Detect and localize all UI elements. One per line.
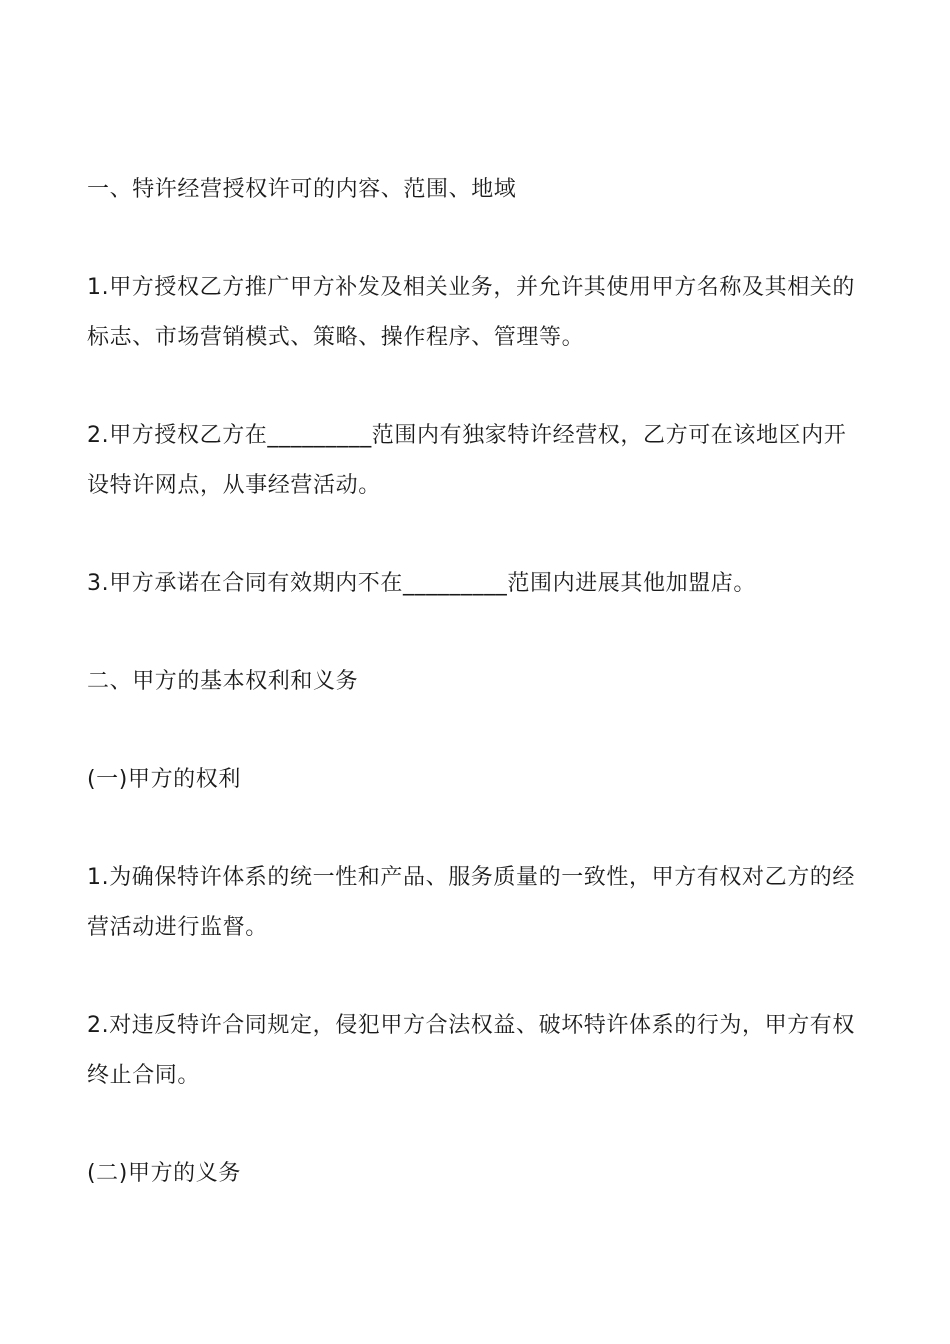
subsection-heading-rights: (一)甲方的权利 [87, 767, 241, 792]
clause-1-1: 1.甲方授权乙方推广甲方补发及相关业务，并允许其使用甲方名称及其相关的标志、市场营销模式、策略、操作程序、管理等。 [87, 275, 855, 350]
section-heading-1: 一、特许经营授权许可的内容、范围、地域 [87, 177, 517, 202]
section-heading-2: 二、甲方的基本权利和义务 [87, 669, 359, 694]
subsection-heading-obligations: (二)甲方的义务 [87, 1161, 241, 1186]
clause-1-3: 3.甲方承诺在合同有效期内不在_________范围内进展其他加盟店。 [87, 571, 756, 596]
clause-2-1-1: 1.为确保特许体系的统一性和产品、服务质量的一致性，甲方有权对乙方的经营活动进行监督。 [87, 865, 855, 940]
document-body [87, 165, 867, 1247]
clause-1-2: 2.甲方授权乙方在_________范围内有独家特许经营权，乙方可在该地区内开设特许网点，从事经营活动。 [87, 423, 847, 498]
clause-2-1-2: 2.对违反特许合同规定，侵犯甲方合法权益、破坏特许体系的行为，甲方有权终止合同。 [87, 1013, 855, 1088]
